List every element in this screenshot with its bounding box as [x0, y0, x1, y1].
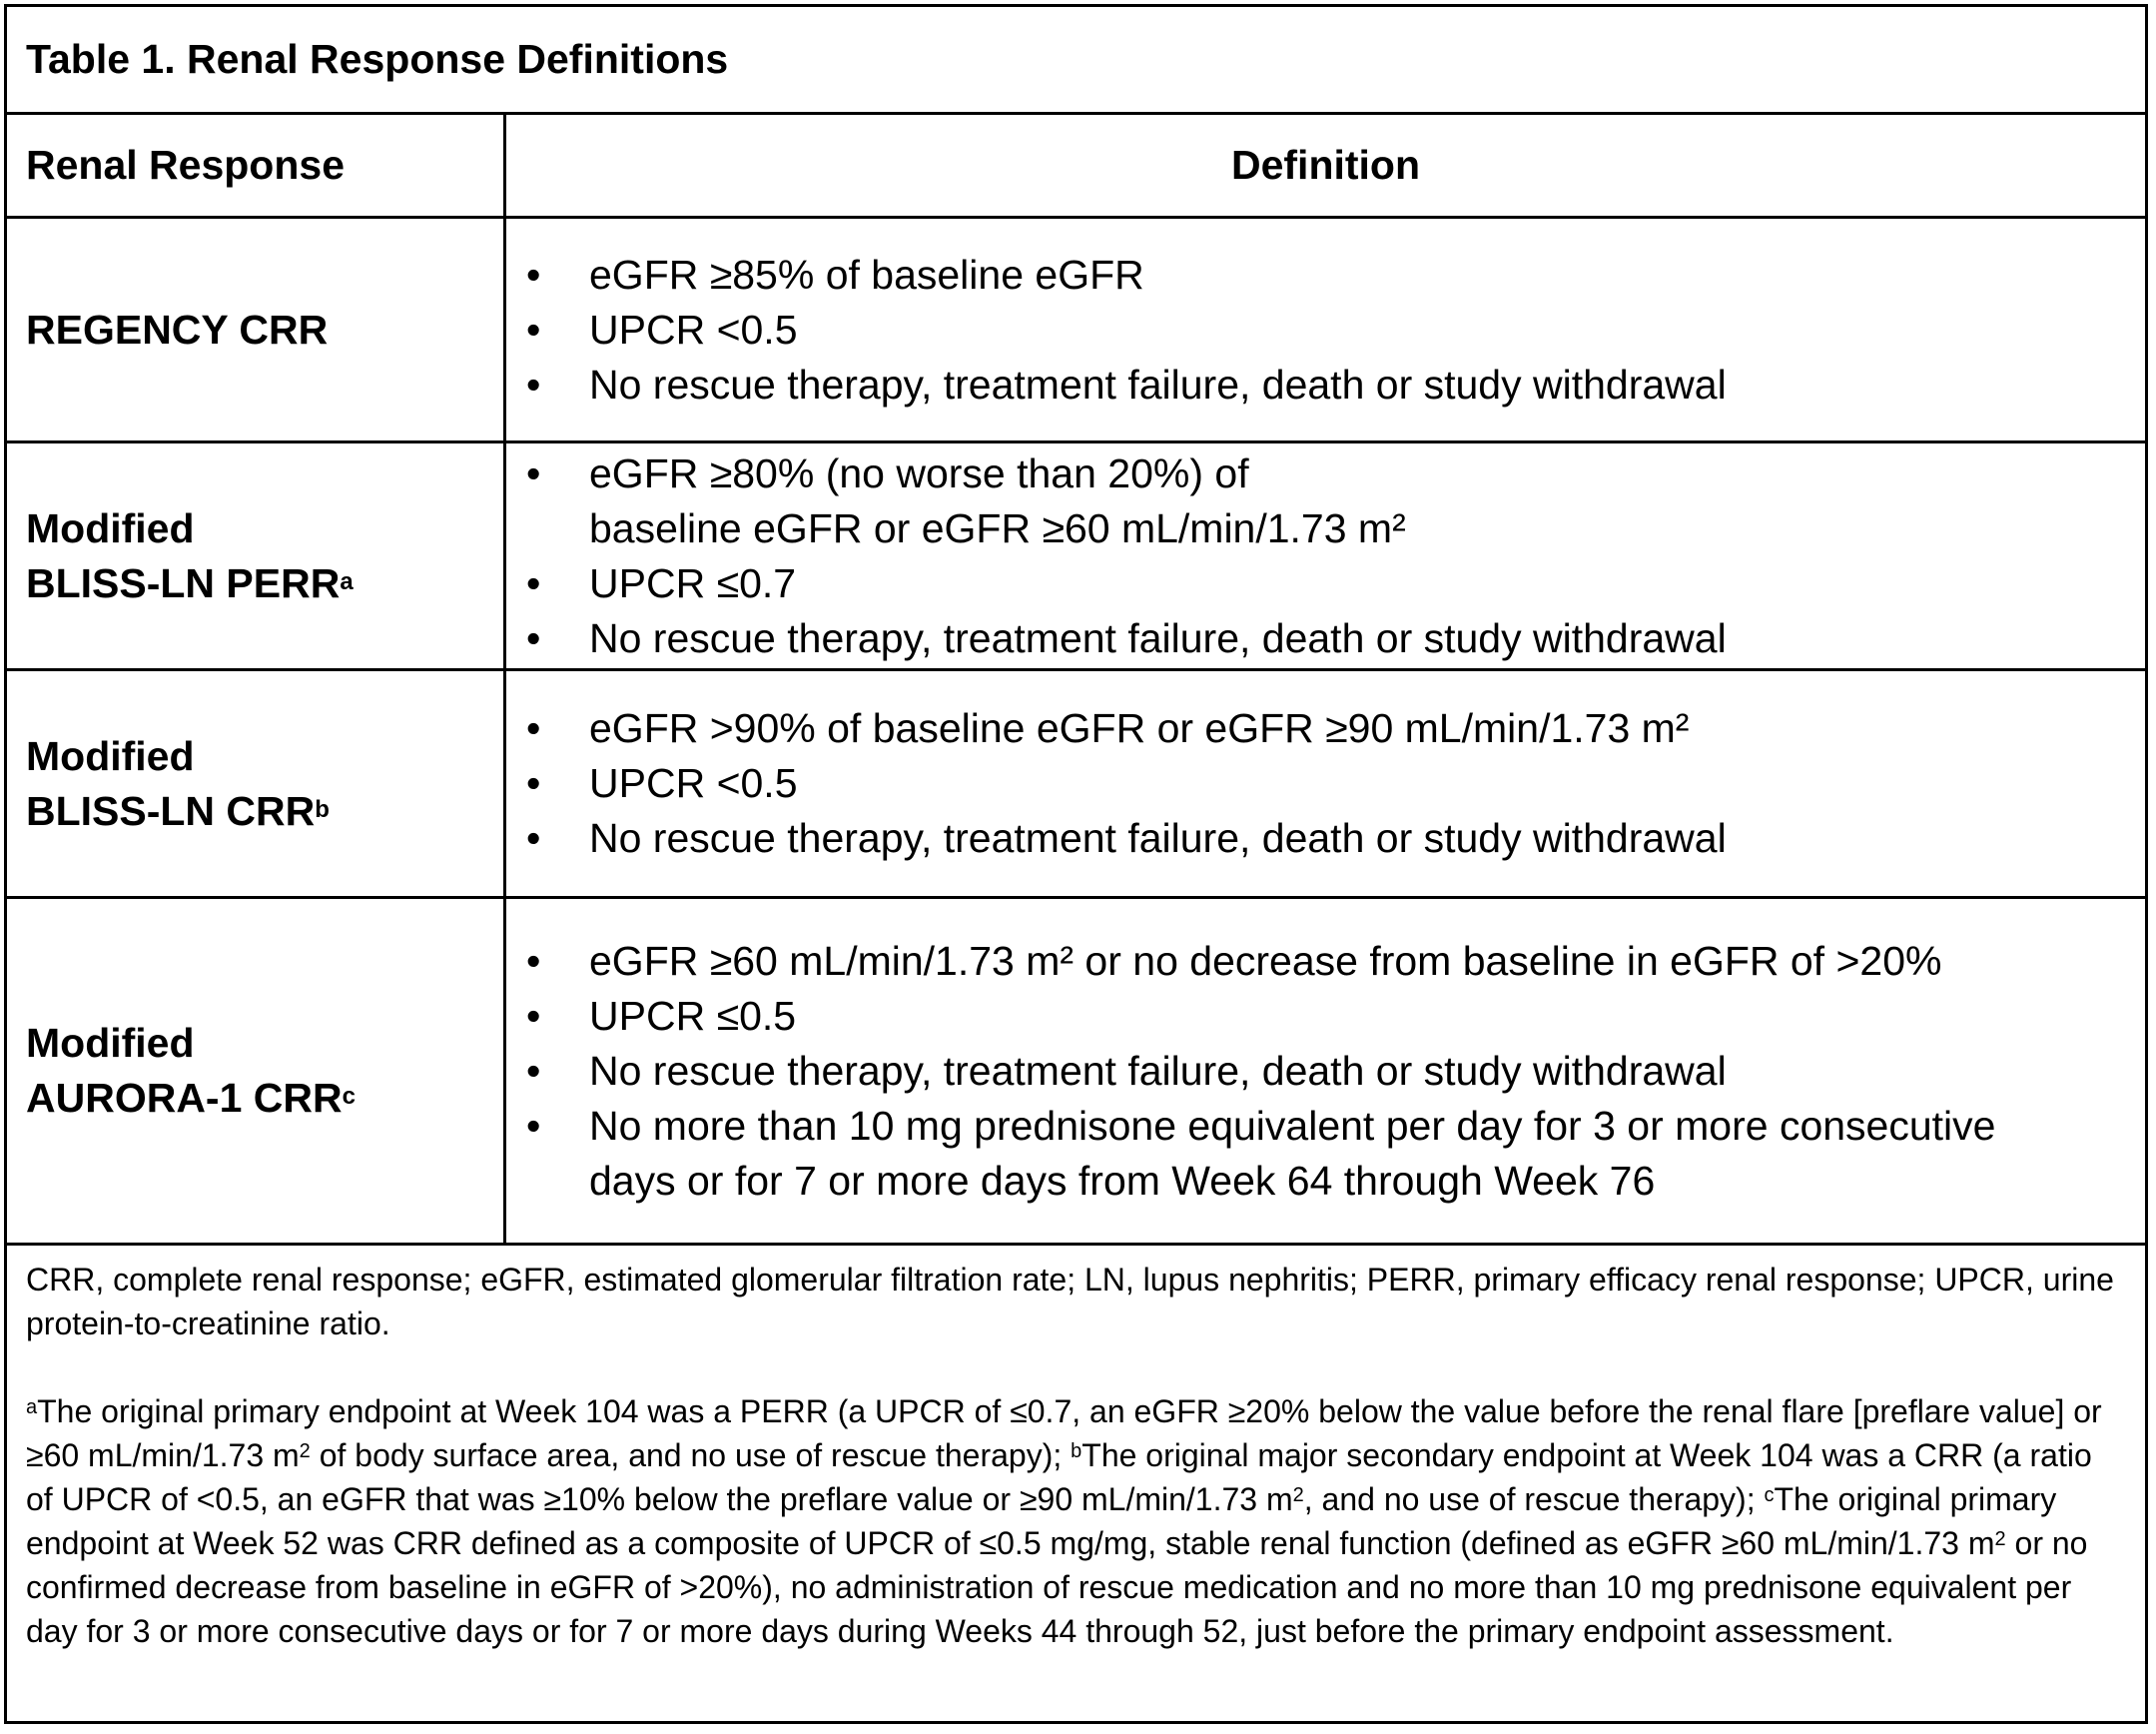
bullet-icon: • — [526, 1047, 541, 1094]
table-title: Table 1. Renal Response Definitions — [7, 7, 2145, 115]
list-item: • No rescue therapy, treatment failure, death or study withdrawal — [526, 811, 2145, 866]
list-item: • UPCR <0.5 — [526, 303, 2145, 358]
list-item: • eGFR >90% of baseline eGFR or eGFR ≥90 mL/min/1.73 m² — [526, 701, 2145, 756]
list-item: • UPCR <0.5 — [526, 756, 2145, 811]
bullet-icon: • — [526, 992, 541, 1039]
row-label-line1: Modified — [26, 732, 195, 779]
list-item: • No rescue therapy, treatment failure, death or study withdrawal — [526, 1044, 2145, 1099]
bullet-icon: • — [526, 705, 541, 751]
table-header-row — [7, 115, 2145, 219]
list-item: • UPCR ≤0.7 — [526, 556, 2145, 611]
header-renal-response: Renal Response — [7, 115, 506, 216]
table-row — [7, 899, 2145, 1246]
definition-list — [506, 671, 2145, 896]
row-label-line1: Modified — [26, 1020, 195, 1066]
list-item: • No rescue therapy, treatment failure, death or study withdrawal — [526, 611, 2145, 666]
table-row — [7, 671, 2145, 899]
footnote-marker: a — [340, 567, 354, 595]
list-item: • eGFR ≥85% of baseline eGFR — [526, 248, 2145, 303]
bullet-icon: • — [526, 559, 541, 606]
row-label-line2: AURORA-1 CRR — [26, 1075, 343, 1121]
table-footnotes — [7, 1246, 2145, 1653]
list-item: • No more than 10 mg prednisone equivalent per day for 3 or more consecutive days or for 7 or more days from Week 64 through Week 76 — [526, 1099, 2145, 1209]
bullet-icon: • — [526, 449, 541, 496]
row-label — [7, 899, 506, 1243]
row-label-line1: Modified — [26, 504, 195, 551]
row-label — [7, 671, 506, 896]
table-row — [7, 219, 2145, 443]
bullet-icon: • — [526, 251, 541, 298]
definition-list — [506, 443, 2145, 668]
row-label-text: REGENCY CRR — [26, 306, 329, 353]
endpoint-footnotes: $^a$The original primary endpoint at Week 104 was a PERR (a UPCR of ≤0.7, an eGFR ≥20% below the value before the renal flare [preflare value] or ≥60 mL/min/1.73 $m^2$ of body surface area, and no use of rescue therapy); $^b$The original major secondary endpoint at Week 104 was a CRR (a ratio of UPCR of <0.5, an eGFR that was ≥10% below the preflare value or ≥90 mL/min/1.73 $m^2$, and no use of rescue therapy); $^c$The original primary endpoint at Week 52 was CRR defined as a composite of UPCR of ≤0.5 mg/mg, stable renal function (defined as eGFR ≥60 mL/min/1.73 $m^2$ or no confirmed decrease from baseline in eGFR of >20%), no administration of rescue medication and no more than 10 mg prednisone equivalent per day for 3 or more consecutive days or for 7 or more days during Weeks 44 through 52, just before the primary endpoint assessment. — [26, 1393, 2102, 1649]
footnote-marker: b — [315, 795, 330, 823]
abbreviations-note: CRR, complete renal response; eGFR, estimated glomerular filtration rate; LN, lupus nephritis; PERR, primary efficacy renal response; UPCR, urine protein-to-creatinine ratio. — [26, 1262, 2114, 1341]
list-item: • UPCR ≤0.5 — [526, 989, 2145, 1044]
bullet-icon: • — [526, 815, 541, 861]
row-label — [7, 443, 506, 668]
list-item: • eGFR ≥60 mL/min/1.73 m² or no decrease from baseline in eGFR of >20% — [526, 934, 2145, 989]
row-label-line2: BLISS-LN CRR — [26, 787, 316, 834]
bullet-icon: • — [526, 760, 541, 806]
row-label-line2: BLISS-LN PERR — [26, 559, 341, 606]
renal-response-table — [4, 4, 2148, 1724]
bullet-icon: • — [526, 614, 541, 661]
bullet-icon: • — [526, 1102, 541, 1149]
table-row — [7, 443, 2145, 671]
footnote-marker: c — [342, 1083, 356, 1110]
header-definition: Definition — [1230, 142, 1421, 188]
bullet-icon: • — [526, 306, 541, 353]
bullet-icon: • — [526, 937, 541, 984]
row-label — [7, 219, 506, 440]
list-item: • eGFR ≥80% (no worse than 20%) of baseline eGFR or eGFR ≥60 mL/min/1.73 m² — [526, 446, 2145, 556]
list-item: • No rescue therapy, treatment failure, death or study withdrawal — [526, 358, 2145, 413]
definition-list — [506, 899, 2145, 1243]
bullet-icon: • — [526, 361, 541, 408]
definition-list — [506, 219, 2145, 440]
